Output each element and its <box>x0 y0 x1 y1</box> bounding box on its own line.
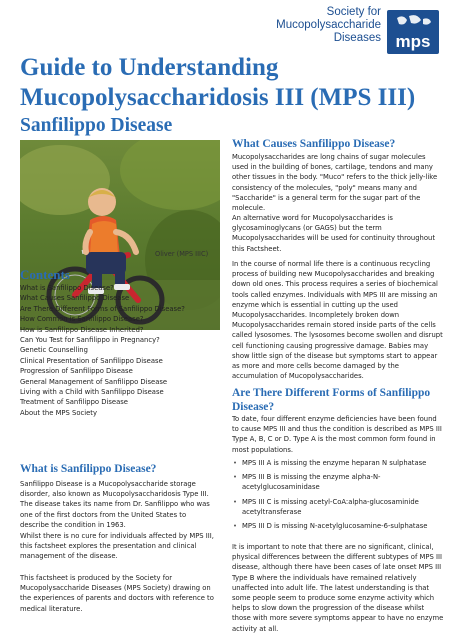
contents-item: Progression of Sanfilippo Disease <box>20 367 133 376</box>
contents-item: About the MPS Society <box>20 408 97 417</box>
forms-bullet-item: • MPS III C is missing acetyl-CoA:alpha-glucosaminide acetyltransferase <box>232 497 444 517</box>
what-is-paragraph-2: Whilst there is no cure for individuals affected by MPS III, this factsheet explores the presentation and clinical management of the disease. <box>20 532 214 561</box>
title-line-3: Sanfilippo Disease <box>20 115 173 136</box>
society-name-line-3: Diseases <box>333 32 381 44</box>
forms-bullet-list <box>232 458 444 535</box>
society-name-line-2: Mucopolysaccharide <box>276 19 381 31</box>
causes-paragraph-2: An alternative word for Mucopolysaccharides is glycosaminoglycans (or GAGS) but the term Mucopolysaccharides will be used for continuity throughout this Factsheet. <box>232 214 435 253</box>
title-line-1: Guide to Understanding <box>20 54 279 81</box>
contents-item: Genetic Counselling <box>20 346 88 355</box>
forms-bullet-item: • MPS III D is missing N-acetylglucosamine-6-sulphatase <box>232 521 444 531</box>
forms-heading: Are There Different Forms of Sanfilippo Disease? <box>232 387 431 413</box>
what-is-heading: What is Sanfilippo Disease? <box>20 463 157 475</box>
mps-logo-graphic <box>387 10 439 54</box>
contents-item: What Causes Sanfilippo Disease <box>20 294 130 303</box>
contents-item: Living with a Child with Sanfilippo Disease <box>20 388 164 397</box>
causes-paragraph-3: In the course of normal life there is a continuous recycling process of building new Mucopolysaccharides and breaking down old ones. This process requires a series of biochemical tools called enzymes. Individuals with MPS III are missing an enzyme which is essential in cutting up the used Mucopolysaccharides. Incompletely broken down Mucopolysaccharides remain stored inside parts of the cells called lysosomes. The lysosomes become swollen and disrupt cell functioning causing progressive damage. Babies may show little sign of the disease but symptoms start to appear as more and more cells become damaged by the accumulation of Mucopolysaccharides. <box>232 260 443 381</box>
contents-item: How Common is Sanfilippo Disease? <box>20 315 144 324</box>
photo-caption: Oliver (MPS IIIC) <box>155 250 209 258</box>
contents-item: Treatment of Sanfilippo Disease <box>20 398 128 407</box>
title-line-2: Mucopolysaccharidosis III (MPS III) <box>20 84 416 111</box>
contents-item: Clinical Presentation of Sanfilippo Disease <box>20 356 163 365</box>
contents-heading: Contents <box>20 267 70 282</box>
what-is-paragraph-3: This factsheet is produced by the Society for Mucopolysaccharide Diseases (MPS Society) drawing on the experiences of parents and doctors with reference to medical literature. <box>20 574 214 613</box>
society-name-line-1: Society for <box>326 6 381 18</box>
contents-item: Can You Test for Sanfilippo in Pregnancy? <box>20 336 160 345</box>
what-is-paragraph-1: Sanfilippo Disease is a Mucopolysaccharide storage disorder, also known as Mucopolysaccharidosis Type III. The disease takes its name from Dr. Sanfilippo who was one of the first doctors from the United States to describe the condition in 1963. <box>20 480 210 529</box>
contents-item: General Management of Sanfilippo Disease <box>20 377 168 386</box>
mps-logo <box>387 10 439 54</box>
causes-paragraph-1: Mucopolysaccharides are long chains of sugar molecules used in the building of bones, cartilage, tendons and many other tissues in the body. "Muco" refers to the thick jelly-like consistency of the molecules, "poly" means many and "Saccharide" is a general term for the sugar part of the molecule. <box>232 153 438 213</box>
forms-bullet-item: • MPS III A is missing the enzyme heparan N sulphatase <box>232 458 444 468</box>
causes-heading: What Causes Sanfilippo Disease? <box>232 138 396 150</box>
logo-mark-text: mps <box>395 32 431 51</box>
forms-paragraph-1: To date, four different enzyme deficiencies have been found to cause MPS III and thus the condition is described as MPS III Type A, B, C or D. Type A is the most common form found in most populations. <box>232 415 442 454</box>
society-name <box>276 6 381 45</box>
forms-bullet-item: • MPS III B is missing the enzyme alpha-N-acetylglucosaminidase <box>232 472 444 492</box>
contents-item: What is Sanfilippo Disease? <box>20 284 114 292</box>
contents-item: How is Sanfilippo Disease Inherited? <box>20 325 144 334</box>
contents-list <box>20 283 185 418</box>
contents-item: Are There Different Forms of Sanfilippo Disease? <box>20 304 185 313</box>
forms-paragraph-2: It is important to note that there are no significant, clinical, physical differences between the different subtypes of MPS III disease, although there have been cases of late onset MPS III Type B where the individuals have remained relatively unaffected into adult life. The latest understanding is that some people seem to produce some enzyme activity which helps to slow down the progression of the disease whilst those with more severe symptoms appear to have no enzyme activity at all. <box>232 543 444 633</box>
